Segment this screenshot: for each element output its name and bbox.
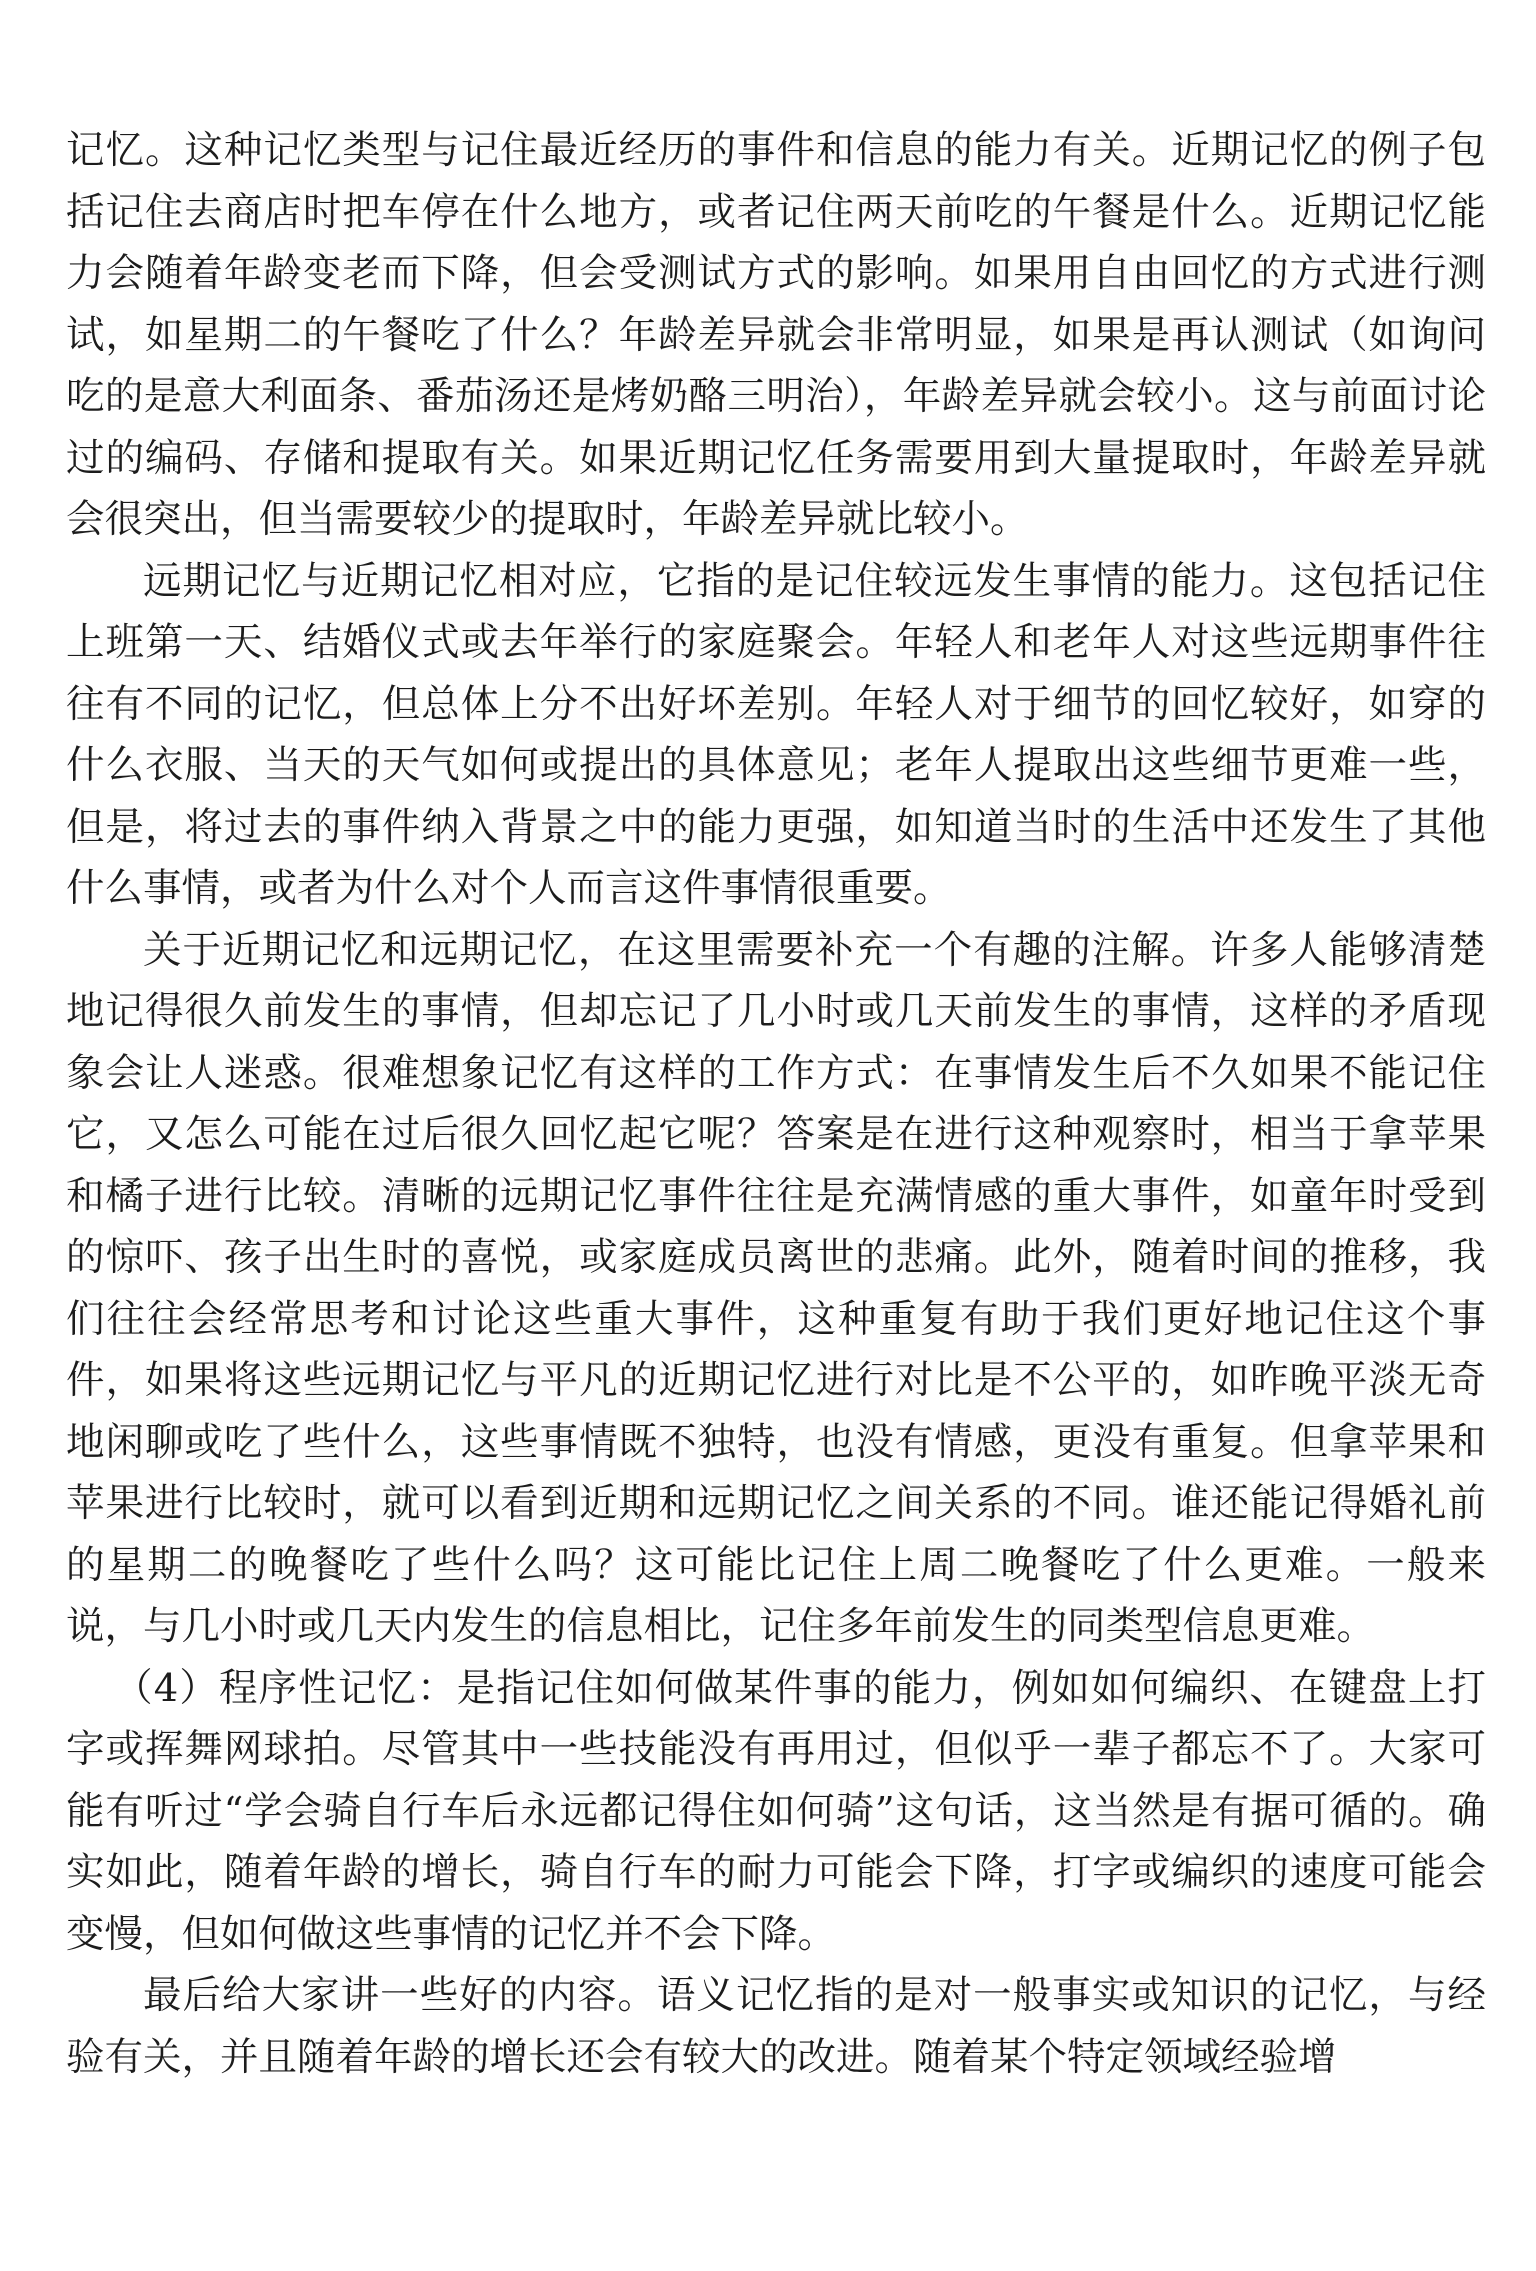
paragraph-semantic-memory: 最后给大家讲一些好的内容。语义记忆指的是对一般事实或知识的记忆，与经验有关，并且随着年龄的增长还会有较大的改进。随着某个特定领域经验增 — [66, 1973, 1486, 2080]
paragraph-recent-vs-remote-note: 关于近期记忆和远期记忆，在这里需要补充一个有趣的注解。许多人能够清楚地记得很久前发生的事情，但却忘记了几小时或几天前发生的事情，这样的矛盾现象会让人迷惑。很难想象记忆有这样的工作方式：在事情发生后不久如果不能记住它，又怎么可能在过后很久回忆起它呢？答案是在进行这种观察时，相当于拿苹果和橘子进行比较。清晰的远期记忆事件往往是充满情感的重大事件，如童年时受到的惊吓、孩子出生时的喜悦，或家庭成员离世的悲痛。此外，随着时间的推移，我们往往会经常思考和讨论这些重大事件，这种重复有助于我们更好地记住这个事件，如果将这些远期记忆与平凡的近期记忆进行对比是不公平的，如昨晚平淡无奇地闲聊或吃了些什么，这些事情既不独特，也没有情感，更没有重复。但拿苹果和苹果进行比较时，就可以看到近期和远期记忆之间关系的不同。谁还能记得婚礼前的星期二的晚餐吃了些什么吗？这可能比记住上周二晚餐吃了什么更难。一般来说，与几小时或几天内发生的信息相比，记住多年前发生的同类型信息更难。 — [66, 927, 1486, 1649]
paragraph-remote-memory: 远期记忆与近期记忆相对应，它指的是记住较远发生事情的能力。这包括记住上班第一天、结婚仪式或去年举行的家庭聚会。年轻人和老年人对这些远期事件往往有不同的记忆，但总体上分不出好坏差别。年轻人对于细节的回忆较好，如穿的什么衣服、当天的天气如何或提出的具体意见；老年人提取出这些细节更难一些，但是，将过去的事件纳入背景之中的能力更强，如知道当时的生活中还发生了其他什么事情，或者为什么对个人而言这件事情很重要。 — [66, 558, 1486, 911]
body-text — [66, 120, 1486, 2088]
paragraph-procedural-memory: （4）程序性记忆：是指记住如何做某件事的能力，例如如何编织、在键盘上打字或挥舞网球拍。尽管其中一些技能没有再用过，但似乎一辈子都忘不了。大家可能有听过“学会骑自行车后永远都记得住如何骑”这句话，这当然是有据可循的。确实如此，随着年龄的增长，骑自行车的耐力可能会下降，打字或编织的速度可能会变慢，但如何做这些事情的记忆并不会下降。 — [66, 1665, 1486, 1957]
paragraph-recent-memory-continued: 记忆。这种记忆类型与记住最近经历的事件和信息的能力有关。近期记忆的例子包括记住去商店时把车停在什么地方，或者记住两天前吃的午餐是什么。近期记忆能力会随着年龄变老而下降，但会受测试方式的影响。如果用自由回忆的方式进行测试，如星期二的午餐吃了什么？年龄差异就会非常明显，如果是再认测试（如询问吃的是意大利面条、番茄汤还是烤奶酪三明治），年龄差异就会较小。这与前面讨论过的编码、存储和提取有关。如果近期记忆任务需要用到大量提取时，年龄差异就会很突出，但当需要较少的提取时，年龄差异就比较小。 — [66, 128, 1486, 542]
